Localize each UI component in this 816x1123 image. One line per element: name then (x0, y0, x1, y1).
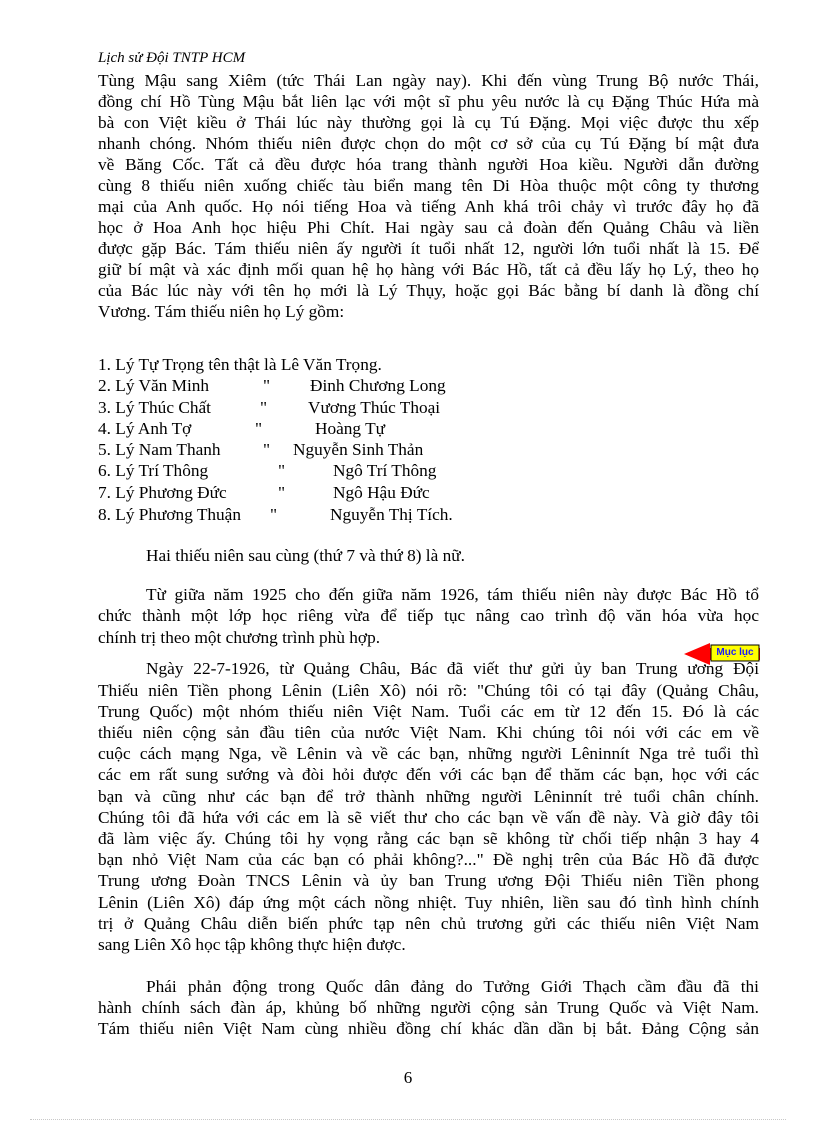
text-line: Chúng tôi đã hứa với các em là sẽ viết thư cho các bạn về vấn đề này. Và giờ đây tôi (98, 808, 759, 827)
text-line: đồng chí Hồ Tùng Mậu bắt liên lạc với một sĩ phu yêu nước là cụ Đặng Thúc Hứa mà (98, 92, 759, 111)
text-line: cùng 8 thiếu niên xuống chiếc tàu biển mang tên Di Hòa thuộc một công ty thương (98, 176, 759, 195)
text-line: bạn nhỏ Việt Nam của các bạn có phải không?..." Đề nghị trên của Bác Hồ đã được (98, 850, 759, 869)
text-line: trị ở Quảng Châu diễn biến phức tạp nên chủ trương gửi các thiếu niên Việt Nam (98, 914, 759, 933)
text-line: của Bác lúc này với tên họ mới là Lý Thụy, hoặc gọi Bác bằng bí danh là đồng chí (98, 281, 759, 300)
page-bottom-divider (30, 1119, 786, 1120)
member-real-name: Nguyễn Thị Tích. (330, 505, 453, 524)
member-real-name: Ngô Hậu Đức (333, 483, 430, 502)
member-name: 7. Lý Phương Đức (98, 483, 227, 502)
text-line: cuộc cách mạng Nga, về Lênin và về các bạn, những người Lêninnít Nga trẻ tuổi thì (98, 744, 759, 763)
text-line: mại của Anh quốc. Họ nói tiếng Hoa và tiếng Anh khá trôi chảy vì trước đây họ đã (98, 197, 759, 216)
page-number: 6 (403, 1068, 413, 1087)
note-paragraph: Hai thiếu niên sau cùng (thứ 7 và thứ 8) là nữ. (146, 546, 465, 565)
member-real-name: Vương Thúc Thoại (308, 398, 441, 417)
text-line: bạn và cũng như các bạn để trở thành những người Lêninnít trẻ tuổi chân chính. (98, 787, 759, 806)
text-line: Phái phản động trong Quốc dân đảng do Tưởng Giới Thạch cầm đầu đã thi (146, 977, 759, 996)
text-line: Ngày 22-7-1926, từ Quảng Châu, Bác đã viết thư gửi ủy ban Trung ương Đội (146, 659, 759, 678)
text-line: Trung Quốc) một nhóm thiếu niên Việt Nam. Tuổi các em từ 12 đến 15. Đó là các (98, 702, 759, 721)
text-line: sang Liên Xô học tập không thực hiện được. (98, 935, 406, 954)
member-real-name: Nguyễn Sinh Thản (293, 440, 424, 459)
member-name: 1. Lý Tự Trọng tên thật là Lê Văn Trọng. (98, 355, 382, 374)
text-line: Trung ương Đoàn TNCS Lênin và ủy ban Trung ương Đội Thiếu niên Tiền phong (98, 871, 759, 890)
member-name: 8. Lý Phương Thuận (98, 505, 241, 524)
text-line: chính trị theo một chương trình phù hợp. (98, 628, 381, 647)
page-header: Lịch sử Đội TNTP HCM (98, 50, 246, 66)
member-name: 4. Lý Anh Tợ (98, 419, 192, 438)
member-real-name: Hoàng Tự (315, 419, 386, 438)
text-line: hành chính sách đàn áp, khủng bố những người cộng sản Trung Quốc và Việt Nam. (98, 998, 759, 1017)
text-line: học ở Hoa Anh học hiệu Phi Chít. Hai ngày sau cả đoàn đến Quảng Châu và liền (98, 218, 759, 237)
member-name: 2. Lý Văn Minh (98, 376, 210, 395)
text-line: chức thành một lớp học riêng vừa để tiếp tục nâng cao trình độ văn hóa vừa học (98, 606, 759, 625)
muc-luc-label: Mục lục (716, 647, 754, 658)
ditto-mark: " (255, 419, 263, 438)
ditto-mark: " (260, 398, 268, 417)
text-line: Lênin (Liên Xô) đáp ứng một cách nồng nhiệt. Tuy nhiên, liền sau đó tình hình chính (98, 893, 759, 912)
text-line: thiếu niên cộng sản đầu tiên của nước Việt Nam. Khi chúng tôi nói với các em về (98, 723, 759, 742)
text-line: về Băng Cốc. Tất cả đều được hóa trang thành người Hoa kiều. Người dẫn đường (98, 155, 759, 174)
text-line: Từ giữa năm 1925 cho đến giữa năm 1926, tám thiếu niên này được Bác Hồ tổ (146, 585, 759, 604)
member-name: 5. Lý Nam Thanh (98, 440, 221, 459)
ditto-mark: " (278, 461, 286, 480)
member-name: 6. Lý Trí Thông (98, 461, 209, 480)
member-real-name: Ngô Trí Thông (333, 461, 437, 480)
ditto-mark: " (270, 505, 278, 524)
text-line: bà con Việt kiều ở Thái lúc này thường gọi là cụ Tú Đặng. Mọi việc được thu xếp (98, 113, 759, 132)
text-line: đã làm việc ấy. Chúng tôi hy vọng rằng các bạn sẽ không từ chối tiếp nhận 3 hay 4 (98, 829, 759, 848)
text-line: Vương. Tám thiếu niên họ Lý gồm: (98, 302, 345, 321)
member-name: 3. Lý Thúc Chất (98, 398, 211, 417)
text-line: Tùng Mậu sang Xiêm (tức Thái Lan ngày nay). Khi đến vùng Trung Bộ nước Thái, (98, 71, 759, 90)
ditto-mark: " (278, 483, 286, 502)
text-line: giữ bí mật và xác định mối quan hệ họ hàng với Bác Hồ, tất cả đều lấy họ Lý, theo họ (98, 260, 759, 279)
text-line: nhanh chóng. Nhóm thiếu niên được chọn do một cơ sở của cụ Tú Đặng bí mật đưa (98, 134, 759, 153)
ditto-mark: " (263, 440, 271, 459)
text-line: được gặp Bác. Tám thiếu niên ấy người ít tuổi nhất 12, người lớn tuổi nhất là 15. Để (98, 239, 759, 258)
ditto-mark: " (263, 376, 271, 395)
member-real-name: Đinh Chương Long (310, 376, 446, 395)
text-line: các em rất sung sướng và đòi hỏi được đến với các bạn để thăm các bạn, học với các (98, 765, 759, 784)
text-line: Tám thiếu niên Việt Nam cùng nhiều đồng chí khác dần dần bị bắt. Đảng Cộng sản (98, 1019, 759, 1038)
text-line: Thiếu niên Tiền phong Lênin (Liên Xô) nói rõ: "Chúng tôi có tại đây (Quảng Châu, (98, 681, 759, 700)
